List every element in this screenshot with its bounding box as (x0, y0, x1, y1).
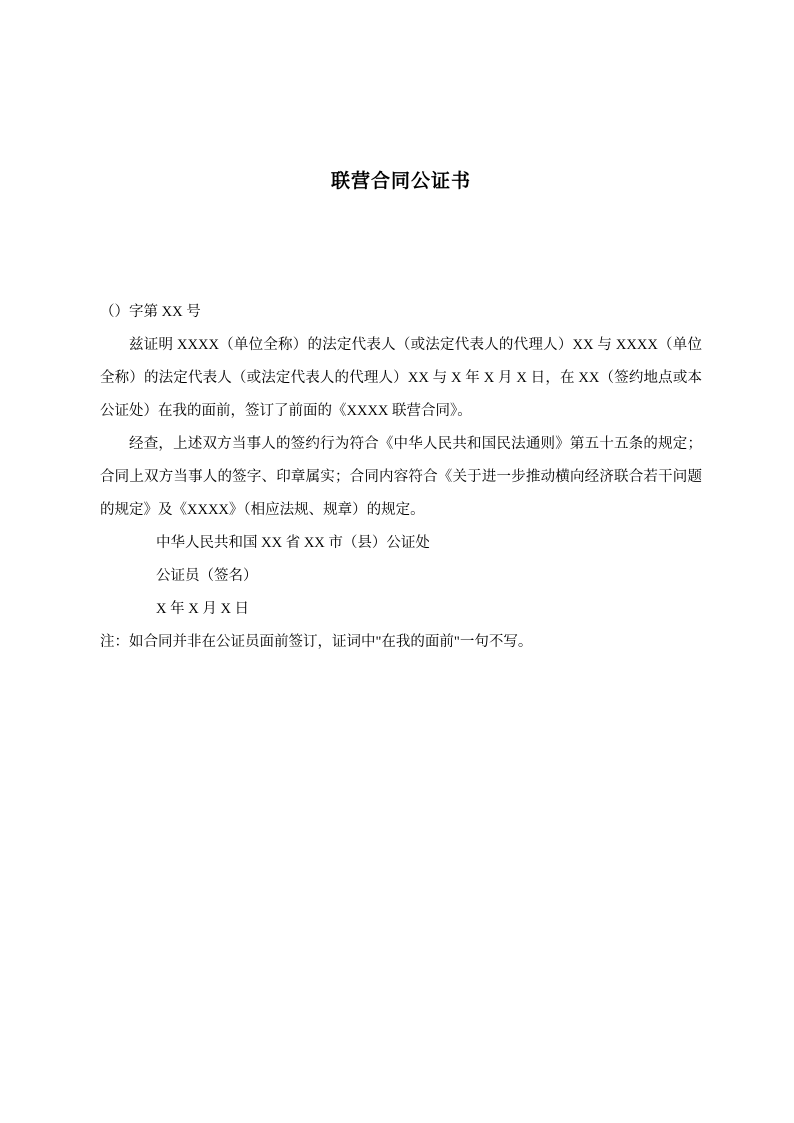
document-title: 联营合同公证书 (330, 171, 471, 192)
doc-number-line: （）字第 XX 号 (100, 304, 201, 320)
document-body (100, 296, 702, 659)
notary-signature-line: 公证员（签名） (156, 568, 258, 584)
date-line: X 年 X 月 X 日 (156, 601, 250, 617)
notary-office-line: 中华人民共和国 XX 省 XX 市（县）公证处 (156, 535, 430, 551)
paragraph-certification: 兹证明 XXXX（单位全称）的法定代表人（或法定代表人的代理人）XX 与 XXXX（单位全称）的法定代表人（或法定代表人的代理人）XX 与 X 年 X 月 X 日，在 XX（签约地点或本公证处）在我的面前，签订了前面的《XXXX 联营合同》。 (100, 337, 702, 419)
paragraph-review-findings: 经查，上述双方当事人的签约行为符合《中华人民共和国民法通则》第五十五条的规定；合同上双方当事人的签字、印章属实；合同内容符合《关于进一步推动横向经济联合若干问题的规定》及《XXXX》（相应法规、规章）的规定。 (100, 436, 702, 518)
footnote-line: 注：如合同并非在公证员面前签订，证词中"在我的面前"一句不写。 (100, 634, 533, 650)
